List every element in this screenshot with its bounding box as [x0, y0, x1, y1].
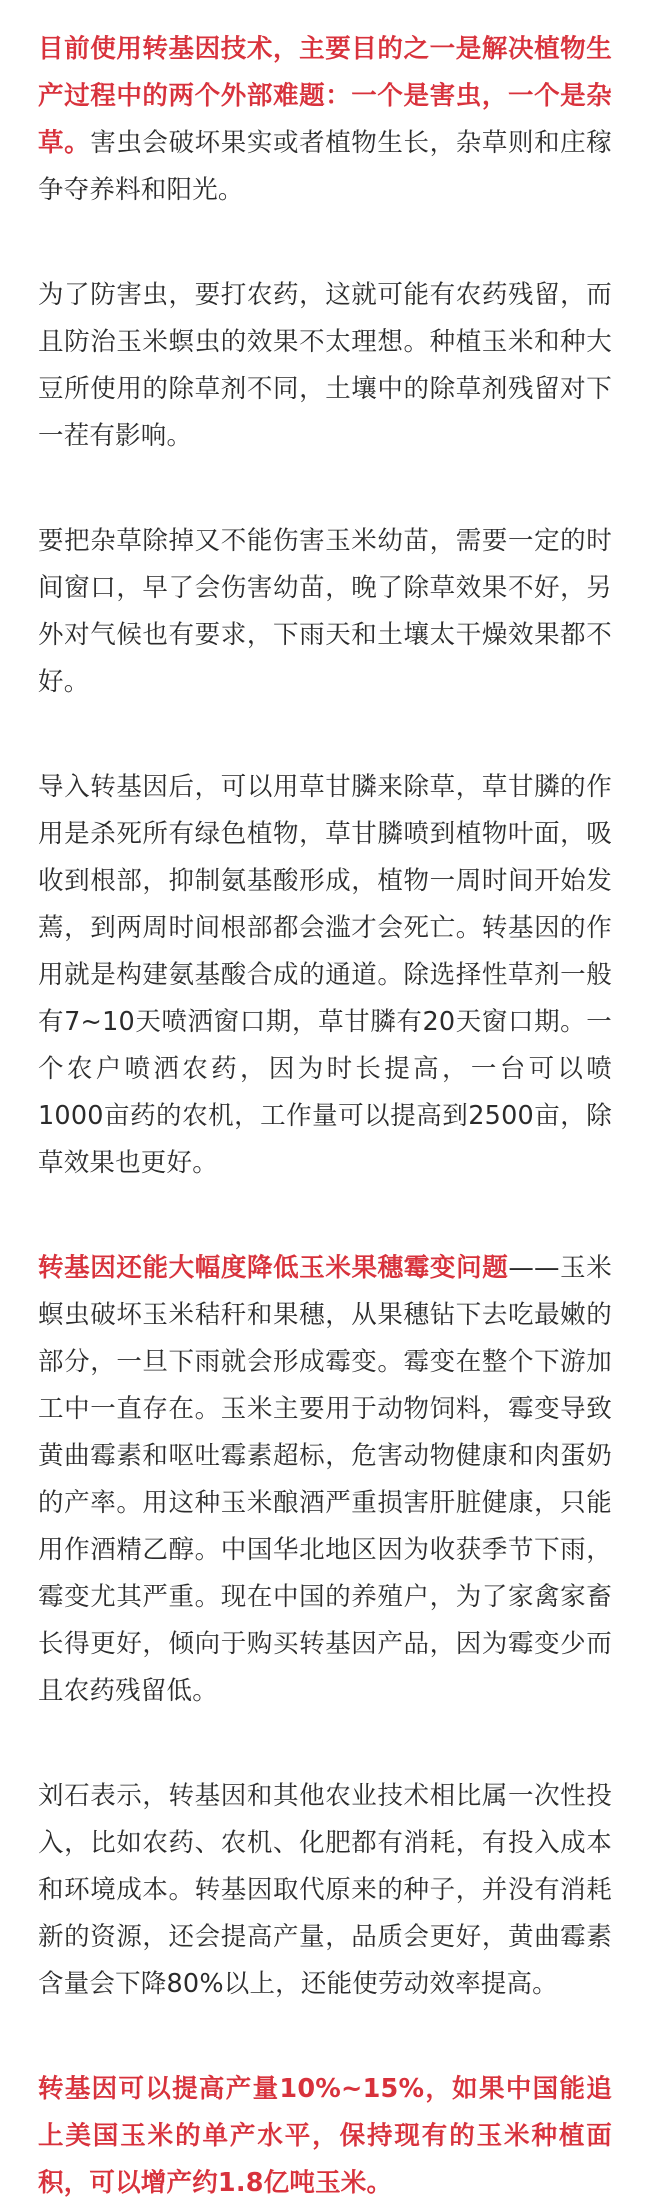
paragraph-3 — [38, 518, 612, 706]
body-text: 害虫会破坏果实或者植物生长，杂草则和庄稼争夺养料和阳光。 — [38, 128, 612, 205]
paragraph-7 — [38, 2066, 612, 2207]
paragraph-5 — [38, 1245, 612, 1715]
highlight-text: 转基因可以提高产量10%~15%，如果中国能追上美国玉米的单产水平，保持现有的玉米种植面积，可以增产约1.8亿吨玉米。 — [38, 2074, 612, 2198]
body-text: 为了防害虫，要打农药，这就可能有农药残留，而且防治玉米螟虫的效果不太理想。种植玉米和种大豆所使用的除草剂不同，土壤中的除草剂残留对下一茬有影响。 — [38, 280, 612, 451]
paragraph-4 — [38, 764, 612, 1187]
body-text: 导入转基因后，可以用草甘膦来除草，草甘膦的作用是杀死所有绿色植物，草甘膦喷到植物叶面，吸收到根部，抑制氨基酸形成，植物一周时间开始发蔫，到两周时间根部都会滥才会死亡。转基因的作用就是构建氨基酸合成的通道。除选择性草剂一般有7~10天喷洒窗口期，草甘膦有20天窗口期。一个农户喷洒农药，因为时长提高，一台可以喷1000亩药的农机，工作量可以提高到2500亩，除草效果也更好。 — [38, 772, 612, 1178]
paragraph-1 — [38, 26, 612, 214]
highlight-text: 转基因还能大幅度降低玉米果穗霉变问题 — [38, 1253, 509, 1283]
body-text: 刘石表示，转基因和其他农业技术相比属一次性投入，比如农药、农机、化肥都有消耗，有投入成本和环境成本。转基因取代原来的种子，并没有消耗新的资源，还会提高产量，品质会更好，黄曲霉素含量会下降80%以上，还能使劳动效率提高。 — [38, 1781, 612, 1999]
paragraph-2 — [38, 272, 612, 460]
body-text: ——玉米螟虫破坏玉米秸秆和果穗，从果穗钻下去吃最嫩的部分，一旦下雨就会形成霉变。霉变在整个下游加工中一直存在。玉米主要用于动物饲料，霉变导致黄曲霉素和呕吐霉素超标，危害动物健康和肉蛋奶的产率。用这种玉米酿酒严重损害肝脏健康，只能用作酒精乙醇。中国华北地区因为收获季节下雨，霉变尤其严重。现在中国的养殖户，为了家禽家畜长得更好，倾向于购买转基因产品，因为霉变少而且农药残留低。 — [38, 1253, 612, 1706]
body-text: 要把杂草除掉又不能伤害玉米幼苗，需要一定的时间窗口，早了会伤害幼苗，晚了除草效果不好，另外对气候也有要求，下雨天和土壤太干燥效果都不好。 — [38, 526, 612, 697]
paragraph-6 — [38, 1773, 612, 2008]
highlight-text: 目前使用转基因技术，主要目的之一是解决植物生产过程中的两个外部难题：一个是害虫，一个是杂草。 — [38, 34, 612, 158]
